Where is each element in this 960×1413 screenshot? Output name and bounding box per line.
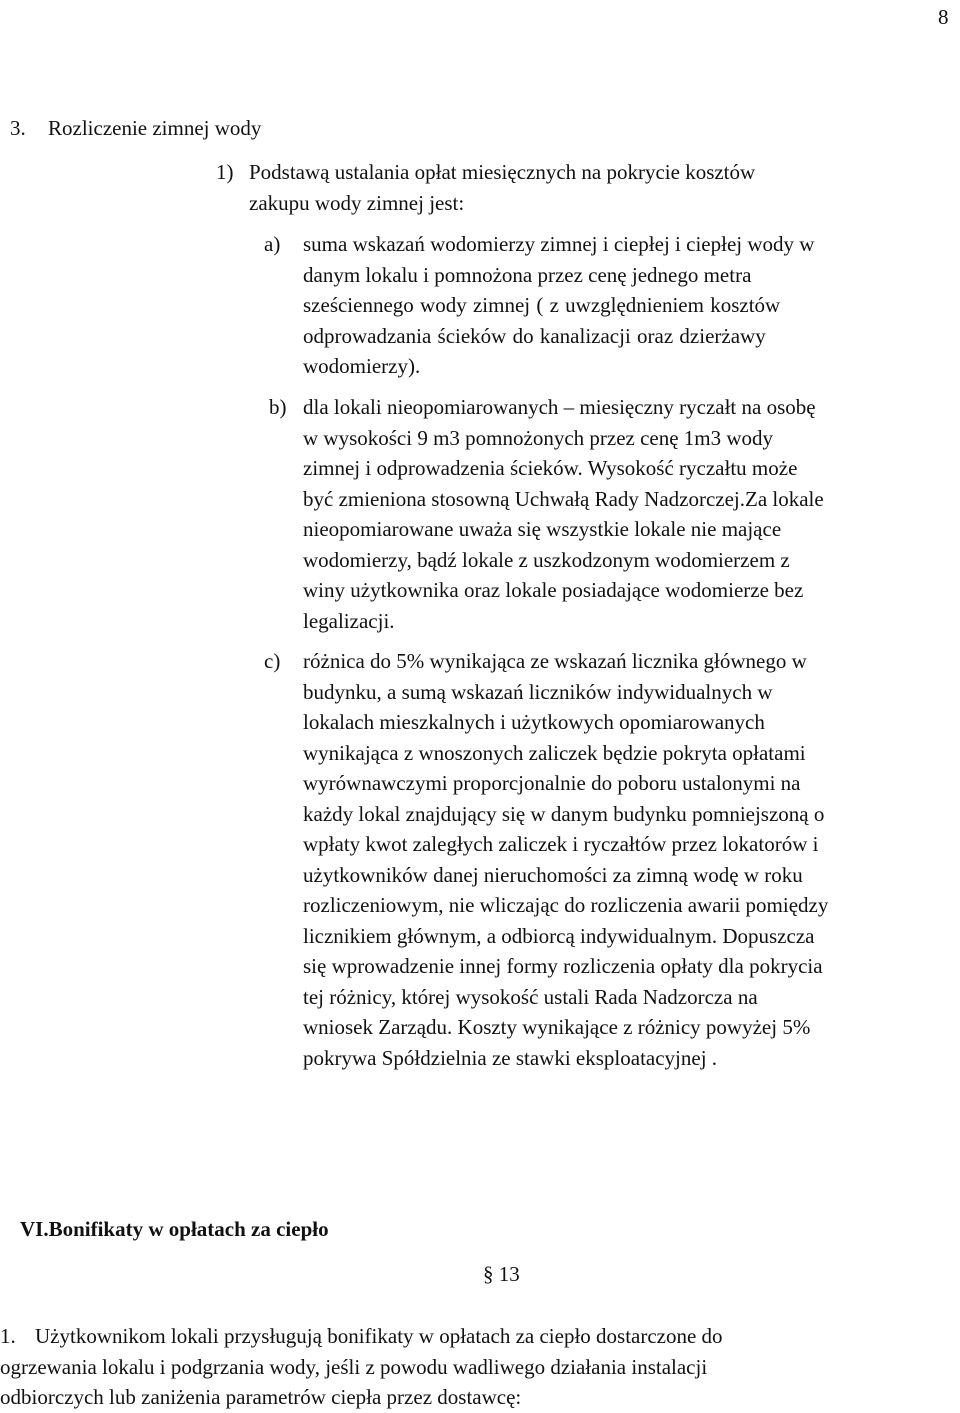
sub-item-text: tej różnicy, której wysokość ustali Rada Nadzorcza na [303, 984, 758, 1009]
section-heading [10, 113, 261, 144]
sub-item-text: wodomierzy). [303, 354, 421, 378]
list-item-1 [216, 157, 916, 218]
sub-item-text: zimnej i odprowadzenia ścieków. Wysokość ryczałtu może [303, 456, 798, 480]
page-number: 8 [938, 5, 949, 29]
list-item-text: Podstawą ustalania opłat miesięcznych na pokrycie kosztów [249, 160, 756, 184]
section-title: Rozliczenie zimnej wody [48, 116, 262, 140]
list-item-number: 1. [0, 1324, 16, 1348]
sub-item-text: legalizacji. [303, 608, 395, 633]
sub-item-text: wyrównawczymi proporcjonalnie do poboru ustalonymi na [303, 771, 801, 795]
sub-item-text: winy użytkownika oraz lokale posiadające wodomierze bez [303, 578, 804, 602]
section-vi-title: VI.Bonifikaty w opłatach za ciepło [20, 1217, 329, 1241]
sub-item-text: odprowadzania ścieków do kanalizacji oraz dzierżawy [303, 323, 766, 348]
sub-item-text: licznikiem głównym, a odbiorcą indywidualnym. Dopuszcza [303, 923, 815, 948]
sub-item-text: każdy lokal znajdujący się w danym budynku pomniejszoną o [303, 801, 825, 826]
sub-item-b [269, 392, 959, 636]
sub-item-text: rozliczeniowym, nie wliczając do rozliczenia awarii pomiędzy [303, 893, 829, 917]
sub-item-c [264, 646, 959, 1073]
list-item-text: Użytkownikom lokali przysługują bonifikaty w opłatach za ciepło dostarczone do [35, 1324, 723, 1348]
sub-item-text: różnica do 5% wynikająca ze wskazań licznika głównego w [303, 649, 807, 673]
sub-item-text: wpłaty kwot zaległych zaliczek i ryczałtów przez lokatorów i [303, 832, 819, 856]
sub-item-text: użytkowników danej nieruchomości za zimną wodę w roku [303, 862, 803, 887]
sub-item-text: lokalach mieszkalnych i użytkowych opomiarowanych [303, 710, 765, 734]
sub-item-text: wniosek Zarządu. Koszty wynikające z różnicy powyżej 5% [303, 1015, 811, 1039]
sub-item-label: c) [264, 649, 281, 673]
sub-item-text: budynku, a sumą wskazań liczników indywidualnych w [303, 679, 773, 704]
sub-item-text: wynikająca z wnoszonych zaliczek będzie pokryta opłatami [303, 740, 806, 765]
sub-item-text: wodomierzy, bądź lokale z uszkodzonym wodomierzem z [303, 547, 790, 572]
bonus-item-1 [0, 1321, 960, 1413]
sub-item-text: suma wskazań wodomierzy zimnej i ciepłej i ciepłej wody w [303, 232, 815, 256]
sub-item-label: a) [264, 232, 281, 256]
sub-item-text: dla lokali nieopomiarowanych – miesięczny ryczałt na osobę [303, 395, 816, 419]
list-item-number: 1) [216, 160, 234, 184]
sub-item-a [264, 229, 924, 382]
list-item-text: zakupu wody zimnej jest: [249, 190, 465, 215]
section-number: 3. [10, 116, 26, 140]
paragraph-mark: § 13 [483, 1262, 520, 1286]
sub-item-label: b) [269, 395, 287, 419]
sub-item-text: danym lokalu i pomnożona przez cenę jednego metra [303, 262, 752, 287]
sub-item-text: być zmieniona stosowną Uchwałą Rady Nadzorczej.Za lokale [303, 486, 824, 511]
sub-item-text: sześciennego wody zimnej ( z uwzględnieniem kosztów [303, 293, 781, 317]
sub-item-text: się wprowadzenie innej formy rozliczenia opłaty dla pokrycia [303, 954, 823, 978]
sub-item-text: pokrywa Spółdzielnia ze stawki eksploatacyjnej . [303, 1045, 718, 1070]
list-item-text: ogrzewania lokalu i podgrzania wody, jeśli z powodu wadliwego działania instalacji [0, 1354, 708, 1379]
list-item-text: odbiorczych lub zaniżenia parametrów ciepła przez dostawcę: [0, 1385, 522, 1409]
sub-item-text: nieopomiarowane uważa się wszystkie lokale nie mające [303, 517, 782, 541]
sub-item-text: w wysokości 9 m3 pomnożonych przez cenę 1m3 wody [303, 425, 774, 450]
